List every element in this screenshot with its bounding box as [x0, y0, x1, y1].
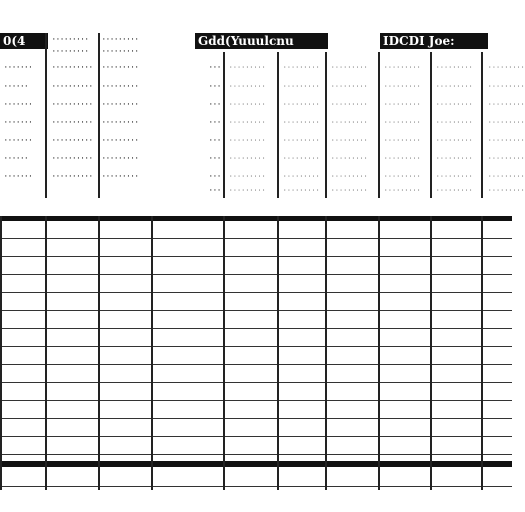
- left-table-cell: ·······: [4, 173, 33, 180]
- left-table-cell: ·········: [102, 64, 140, 71]
- right-table-cell: ·········: [436, 155, 474, 162]
- right-table-cell: ·········: [436, 173, 474, 180]
- grid-column-rule: [378, 216, 380, 490]
- right-table-cell: ·········: [283, 137, 321, 144]
- header-left: 0(4: [0, 33, 48, 49]
- right-table-cell: ·········: [488, 64, 525, 71]
- left-table-cell: ··········: [52, 119, 94, 126]
- left-table-cell: ·········: [102, 155, 140, 162]
- right-table-cell: ·········: [331, 64, 369, 71]
- right-table-cell: ···: [209, 155, 222, 162]
- grid-row-rule: [0, 292, 512, 293]
- grid-column-rule: [98, 216, 100, 490]
- right-table-cell: ·········: [229, 83, 267, 90]
- grid-row-rule: [0, 346, 512, 347]
- right-table-cell: ·········: [436, 64, 474, 71]
- left-table-cell: ·········: [102, 119, 140, 126]
- grid-column-rule: [325, 216, 327, 490]
- right-table-cell: ·········: [384, 64, 422, 71]
- right-table-cell: ·········: [331, 119, 369, 126]
- right-table-cell: ·········: [384, 137, 422, 144]
- right-table-cell: ·········: [384, 187, 422, 194]
- right-table-cell: ···: [209, 64, 222, 71]
- right-table-rule: [277, 52, 279, 198]
- left-table-cell: ·········: [102, 101, 140, 108]
- right-table-cell: ·········: [488, 119, 525, 126]
- right-table-cell: ·········: [283, 64, 321, 71]
- right-table-cell: ·········: [283, 155, 321, 162]
- right-table-cell: ·········: [488, 101, 525, 108]
- left-table-cell: ··········: [52, 64, 94, 71]
- left-table-header-cell: ·········: [102, 36, 140, 43]
- right-table-cell: ·········: [283, 101, 321, 108]
- right-table-cell: ···: [209, 119, 222, 126]
- grid-column-rule: [151, 216, 153, 490]
- left-table-cell: ······: [4, 155, 29, 162]
- left-table-header-cell: ·········: [52, 48, 90, 55]
- right-table-cell: ·········: [331, 101, 369, 108]
- left-table-rule: [45, 33, 47, 198]
- right-table-cell: ···: [209, 101, 222, 108]
- right-table-rule: [481, 52, 483, 198]
- grid-column-rule: [0, 216, 2, 490]
- left-table-cell: ·······: [4, 64, 33, 71]
- left-table-cell: ·········: [102, 137, 140, 144]
- right-table-rule: [378, 52, 380, 198]
- right-table-cell: ·········: [488, 173, 525, 180]
- right-table-cell: ·········: [488, 83, 525, 90]
- left-table-cell: ··········: [52, 173, 94, 180]
- grid-row-rule: [0, 310, 512, 311]
- right-table-cell: ·········: [331, 173, 369, 180]
- left-table-header-cell: ·········: [102, 48, 140, 55]
- grid-row-rule: [0, 256, 512, 257]
- right-table-cell: ·········: [229, 137, 267, 144]
- left-table-cell: ··········: [52, 137, 94, 144]
- right-table-cell: ·········: [283, 83, 321, 90]
- left-table-cell: ··········: [52, 83, 94, 90]
- right-table-cell: ·········: [436, 101, 474, 108]
- grid-row-rule: [0, 436, 512, 437]
- grid-column-rule: [223, 216, 225, 490]
- right-table-rule: [430, 52, 432, 198]
- right-table-cell: ·········: [384, 101, 422, 108]
- left-table-cell: ·······: [4, 119, 33, 126]
- right-table-cell: ·········: [436, 137, 474, 144]
- right-table-rule: [325, 52, 327, 198]
- right-table-cell: ·········: [229, 187, 267, 194]
- right-table-rule: [223, 52, 225, 198]
- header-right: IDCDI Joe:: [380, 33, 488, 49]
- right-table-cell: ·········: [331, 187, 369, 194]
- right-table-cell: ···: [209, 137, 222, 144]
- grid-row-rule: [0, 454, 512, 455]
- right-table-cell: ·········: [229, 101, 267, 108]
- right-table-cell: ·········: [488, 137, 525, 144]
- grid-row-rule: [0, 418, 512, 419]
- right-table-cell: ·········: [384, 173, 422, 180]
- right-table-cell: ·········: [436, 83, 474, 90]
- grid-row-rule: [0, 274, 512, 275]
- grid-row-rule: [0, 400, 512, 401]
- left-table-cell: ·······: [4, 101, 33, 108]
- left-table-header-cell: ·········: [52, 36, 90, 43]
- right-table-cell: ·········: [283, 187, 321, 194]
- right-table-cell: ·········: [384, 155, 422, 162]
- left-table-cell: ······: [4, 83, 29, 90]
- grid-column-rule: [430, 216, 432, 490]
- grid-top-rule: [0, 216, 512, 221]
- left-table-cell: ··········: [52, 101, 94, 108]
- grid-column-rule: [277, 216, 279, 490]
- grid-row-rule: [0, 364, 512, 365]
- right-table-cell: ·········: [283, 173, 321, 180]
- right-table-cell: ·········: [384, 119, 422, 126]
- right-table-cell: ·········: [384, 83, 422, 90]
- grid-row-rule: [0, 486, 512, 487]
- left-table-cell: ·········: [102, 173, 140, 180]
- right-table-cell: ·········: [229, 64, 267, 71]
- right-table-cell: ·········: [229, 173, 267, 180]
- right-table-cell: ·········: [229, 119, 267, 126]
- header-middle: Gdd(Yuuulcnu: [195, 33, 328, 49]
- right-table-cell: ·········: [436, 187, 474, 194]
- grid-row-rule: [0, 328, 512, 329]
- right-table-cell: ···: [209, 83, 222, 90]
- right-table-cell: ·········: [331, 137, 369, 144]
- grid-row-rule: [0, 382, 512, 383]
- right-table-cell: ···: [209, 187, 222, 194]
- left-table-rule: [98, 33, 100, 198]
- left-table-cell: ··········: [52, 155, 94, 162]
- right-table-cell: ·········: [488, 187, 525, 194]
- right-table-cell: ·········: [331, 83, 369, 90]
- right-table-cell: ·········: [488, 155, 525, 162]
- right-table-cell: ·········: [331, 155, 369, 162]
- grid-row-rule: [0, 238, 512, 239]
- grid-column-rule: [481, 216, 483, 490]
- grid-column-rule: [45, 216, 47, 490]
- right-table-cell: ·········: [436, 119, 474, 126]
- right-table-cell: ·········: [229, 155, 267, 162]
- left-table-cell: ·······: [4, 137, 33, 144]
- left-table-cell: ·········: [102, 83, 140, 90]
- grid-bottom-rule: [0, 461, 512, 467]
- right-table-cell: ·········: [283, 119, 321, 126]
- right-table-cell: ···: [209, 173, 222, 180]
